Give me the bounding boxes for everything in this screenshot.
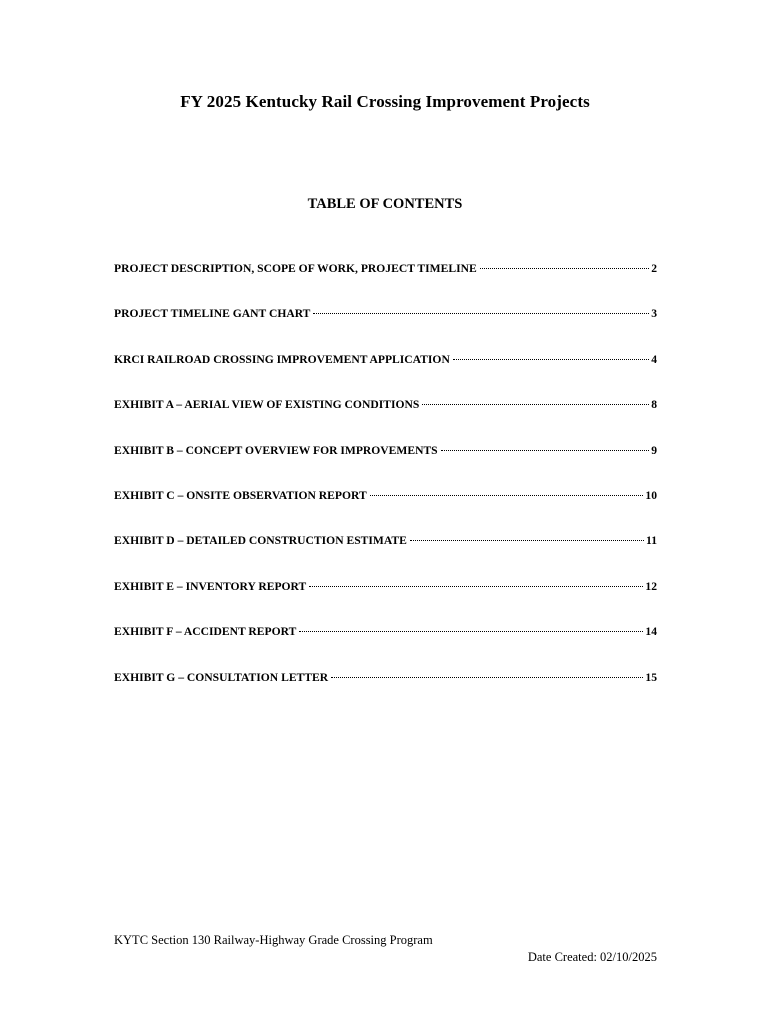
dot-leader xyxy=(441,450,650,451)
toc-entry-page: 4 xyxy=(651,352,657,366)
toc-entry-page: 9 xyxy=(651,443,657,457)
toc-entry-page: 2 xyxy=(651,262,657,275)
toc-entry[interactable] xyxy=(114,262,657,307)
toc-entry[interactable] xyxy=(114,625,657,670)
dot-leader xyxy=(370,495,644,496)
toc-entry-label: PROJECT DESCRIPTION, SCOPE OF WORK, PROJECT TIMELINE xyxy=(114,262,477,275)
dot-leader xyxy=(480,268,650,269)
toc-entry[interactable] xyxy=(114,580,657,625)
toc-entry-label: EXHIBIT F – ACCIDENT REPORT xyxy=(114,625,297,639)
toc-entry-page: 12 xyxy=(645,579,657,593)
toc-entry[interactable] xyxy=(114,307,657,352)
toc-entry-label: EXHIBIT E – INVENTORY REPORT xyxy=(114,579,307,593)
toc-entry-page: 15 xyxy=(645,670,657,684)
toc-entry-label: KRCI RAILROAD CROSSING IMPROVEMENT APPLICATION xyxy=(114,352,450,366)
dot-leader xyxy=(331,677,643,678)
toc-entry[interactable] xyxy=(114,489,657,534)
toc-entry-page: 3 xyxy=(651,307,657,321)
dot-leader xyxy=(313,313,649,314)
toc-entry-page: 14 xyxy=(645,625,657,639)
dot-leader xyxy=(422,404,649,405)
toc-entry[interactable] xyxy=(114,353,657,398)
footer-date-created: Date Created: 02/10/2025 xyxy=(527,950,657,964)
toc-entry-label: EXHIBIT A – AERIAL VIEW OF EXISTING CONDITIONS xyxy=(114,398,420,412)
dot-leader xyxy=(299,631,643,632)
toc-entry-page: 8 xyxy=(651,398,657,412)
toc-entry-label: EXHIBIT G – CONSULTATION LETTER xyxy=(114,670,329,684)
toc-entry-page: 10 xyxy=(645,488,657,502)
toc-entry-label: PROJECT TIMELINE GANT CHART xyxy=(114,307,311,321)
dot-leader xyxy=(410,540,644,541)
dot-leader xyxy=(453,359,649,360)
toc-heading: TABLE OF CONTENTS xyxy=(307,196,463,212)
document-title: FY 2025 Kentucky Rail Crossing Improvement Projects xyxy=(180,92,590,111)
footer-program: KYTC Section 130 Railway-Highway Grade Crossing Program xyxy=(114,933,433,947)
toc-entry-label: EXHIBIT D – DETAILED CONSTRUCTION ESTIMATE xyxy=(114,534,407,548)
toc-entry[interactable] xyxy=(114,534,657,579)
toc-entry[interactable] xyxy=(114,444,657,489)
dot-leader xyxy=(309,586,643,587)
toc-entry-label: EXHIBIT C – ONSITE OBSERVATION REPORT xyxy=(114,488,367,502)
toc-entry-label: EXHIBIT B – CONCEPT OVERVIEW FOR IMPROVEMENTS xyxy=(114,443,438,457)
toc-entry[interactable] xyxy=(114,398,657,443)
toc-entry[interactable] xyxy=(114,671,657,716)
toc-entry-page: 11 xyxy=(646,534,657,548)
table-of-contents xyxy=(114,262,657,716)
